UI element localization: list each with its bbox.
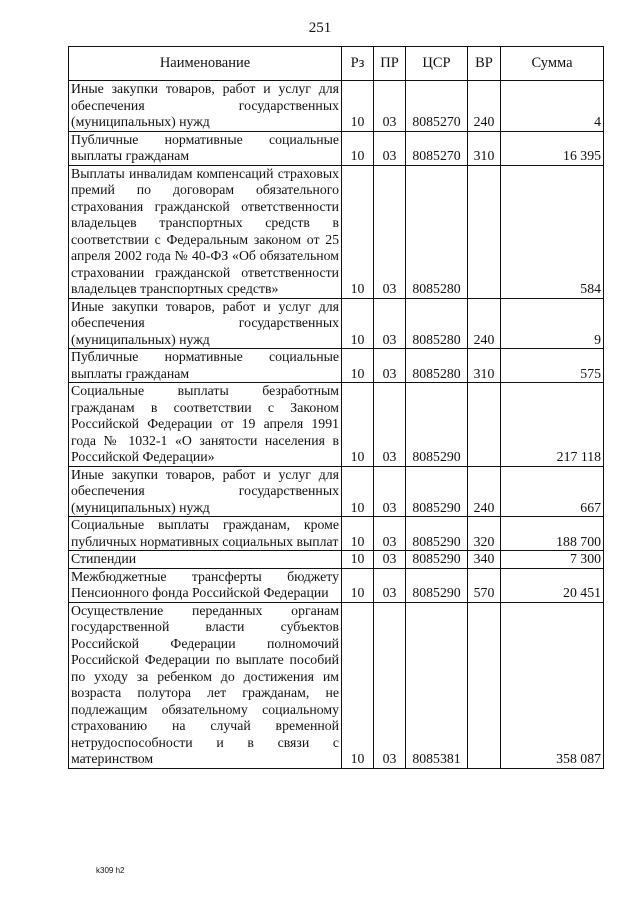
row-name: Публичные нормативные социальные выплаты гражданам xyxy=(69,349,342,383)
row-pr: 03 xyxy=(374,568,406,602)
table-row xyxy=(69,602,604,768)
row-vr: 340 xyxy=(468,551,501,569)
row-pr: 03 xyxy=(374,131,406,165)
header-csr: ЦСР xyxy=(406,47,468,81)
row-name: Выплаты инвалидам компенсаций страховых премий по договорам обязательного страхования гражданской ответственности владельцев транспортных средств в соответствии с Федеральным законом от 25 апреля 2002 года № 40-ФЗ «Об обязательном страховании гражданской ответственности владельцев транспортных средств» xyxy=(69,165,342,298)
row-name: Стипендии xyxy=(69,551,342,569)
row-name: Осуществление переданных органам государственной власти субъектов Российской Федерации полномочий Российской Федерации по выплате пособий по уходу за ребенком до достижения им возраста полутора лет гражданам, не подлежащим обязательному социальному страхованию на случай временной нетрудоспособности и в связи с материнством xyxy=(69,602,342,768)
header-vr: ВР xyxy=(468,47,501,81)
row-csr: 8085270 xyxy=(406,131,468,165)
table-row xyxy=(69,298,604,349)
row-csr: 8085280 xyxy=(406,165,468,298)
row-name: Межбюджетные трансферты бюджету Пенсионного фонда Российской Федерации xyxy=(69,568,342,602)
row-csr: 8085290 xyxy=(406,551,468,569)
header-pr: ПР xyxy=(374,47,406,81)
budget-table xyxy=(68,46,604,769)
row-name: Публичные нормативные социальные выплаты гражданам xyxy=(69,131,342,165)
row-csr: 8085290 xyxy=(406,383,468,467)
row-csr: 8085381 xyxy=(406,602,468,768)
table-row xyxy=(69,568,604,602)
row-vr xyxy=(468,383,501,467)
row-sum: 4 xyxy=(501,81,604,132)
row-csr: 8085270 xyxy=(406,81,468,132)
row-pr: 03 xyxy=(374,602,406,768)
table-header-row xyxy=(69,47,604,81)
table-row xyxy=(69,383,604,467)
row-pr: 03 xyxy=(374,517,406,551)
row-vr: 240 xyxy=(468,298,501,349)
row-vr xyxy=(468,602,501,768)
row-sum: 9 xyxy=(501,298,604,349)
row-rz: 10 xyxy=(342,298,374,349)
row-rz: 10 xyxy=(342,466,374,517)
row-sum: 20 451 xyxy=(501,568,604,602)
row-sum: 667 xyxy=(501,466,604,517)
row-pr: 03 xyxy=(374,466,406,517)
row-pr: 03 xyxy=(374,298,406,349)
page-number: 251 xyxy=(308,20,332,36)
row-vr xyxy=(468,165,501,298)
row-name: Социальные выплаты безработным гражданам в соответствии с Законом Российской Федерации от 19 апреля 1991 года № 1032-1 «О занятости населения в Российской Федерации» xyxy=(69,383,342,467)
row-rz: 10 xyxy=(342,349,374,383)
row-sum: 188 700 xyxy=(501,517,604,551)
row-rz: 10 xyxy=(342,602,374,768)
table-row xyxy=(69,165,604,298)
row-rz: 10 xyxy=(342,383,374,467)
row-rz: 10 xyxy=(342,165,374,298)
row-pr: 03 xyxy=(374,383,406,467)
row-csr: 8085290 xyxy=(406,568,468,602)
row-name: Иные закупки товаров, работ и услуг для обеспечения государственных (муниципальных) нужд xyxy=(69,81,342,132)
row-vr: 570 xyxy=(468,568,501,602)
row-rz: 10 xyxy=(342,551,374,569)
row-vr: 310 xyxy=(468,349,501,383)
row-rz: 10 xyxy=(342,517,374,551)
row-name: Иные закупки товаров, работ и услуг для обеспечения государственных (муниципальных) нужд xyxy=(69,466,342,517)
row-pr: 03 xyxy=(374,349,406,383)
table-row xyxy=(69,81,604,132)
table-row xyxy=(69,349,604,383)
table-row xyxy=(69,466,604,517)
row-sum: 575 xyxy=(501,349,604,383)
footer-code: k309 h2 xyxy=(96,866,125,875)
row-vr: 310 xyxy=(468,131,501,165)
row-sum: 7 300 xyxy=(501,551,604,569)
row-pr: 03 xyxy=(374,551,406,569)
row-name: Иные закупки товаров, работ и услуг для обеспечения государственных (муниципальных) нужд xyxy=(69,298,342,349)
table-row xyxy=(69,517,604,551)
row-sum: 358 087 xyxy=(501,602,604,768)
row-csr: 8085290 xyxy=(406,466,468,517)
table-row xyxy=(69,131,604,165)
table-row xyxy=(69,551,604,569)
row-sum: 584 xyxy=(501,165,604,298)
row-csr: 8085280 xyxy=(406,349,468,383)
row-pr: 03 xyxy=(374,81,406,132)
header-name: Наименование xyxy=(69,47,342,81)
row-vr: 240 xyxy=(468,466,501,517)
header-sum: Сумма xyxy=(501,47,604,81)
row-sum: 16 395 xyxy=(501,131,604,165)
row-csr: 8085290 xyxy=(406,517,468,551)
row-pr: 03 xyxy=(374,165,406,298)
header-rz: Рз xyxy=(342,47,374,81)
row-sum: 217 118 xyxy=(501,383,604,467)
row-name: Социальные выплаты гражданам, кроме публичных нормативных социальных выплат xyxy=(69,517,342,551)
row-csr: 8085280 xyxy=(406,298,468,349)
row-rz: 10 xyxy=(342,568,374,602)
row-vr: 240 xyxy=(468,81,501,132)
row-vr: 320 xyxy=(468,517,501,551)
row-rz: 10 xyxy=(342,131,374,165)
row-rz: 10 xyxy=(342,81,374,132)
